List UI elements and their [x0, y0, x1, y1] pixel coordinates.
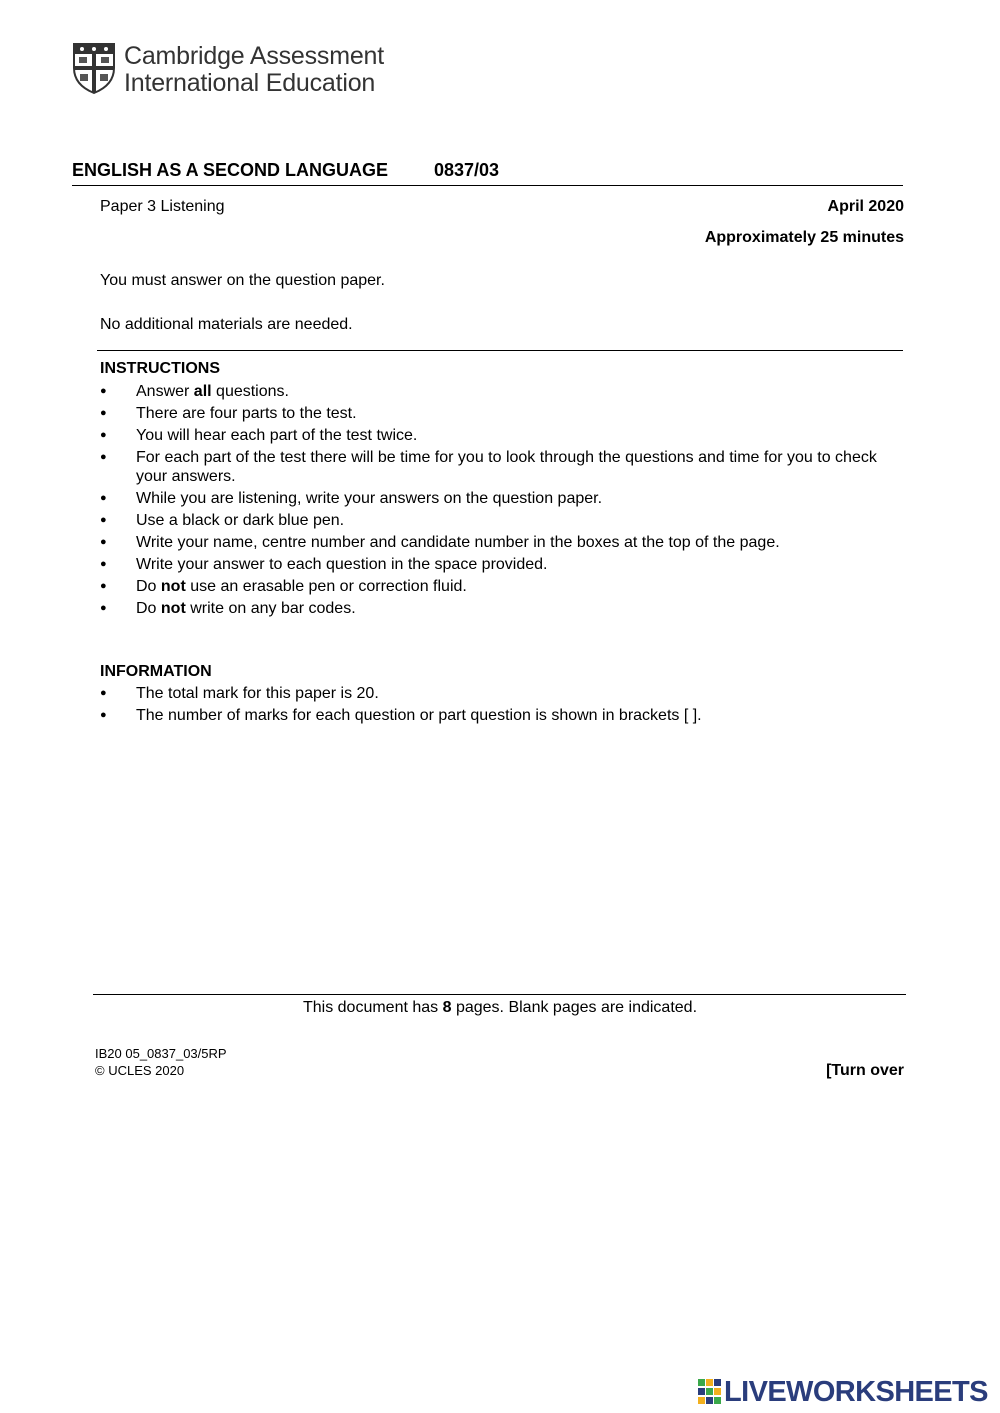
subject-title: ENGLISH AS A SECOND LANGUAGE [72, 160, 389, 180]
bullet-icon: ● [100, 558, 107, 570]
header-divider [72, 185, 903, 186]
list-item: ● The total mark for this paper is 20. [100, 685, 379, 702]
list-item: ● Answer all questions. [100, 383, 289, 400]
bullet-icon: ● [100, 580, 107, 592]
liveworksheets-watermark [698, 1375, 998, 1411]
shield-crest-icon [72, 42, 116, 94]
list-item: ● Do not write on any bar codes. [100, 600, 356, 617]
bullet-icon: ● [100, 451, 107, 463]
watermark-text: LIVEWORKSHEETS [724, 1376, 988, 1408]
exam-duration: Approximately 25 minutes [704, 229, 904, 246]
bullet-icon: ● [100, 514, 107, 526]
bullet-icon: ● [100, 536, 107, 548]
bullet-icon: ● [100, 385, 107, 397]
document-reference: IB20 05_0837_03/5RP [95, 1046, 227, 1061]
bullet-icon: ● [100, 709, 107, 721]
list-item: ● You will hear each part of the test twice. [100, 427, 418, 444]
list-item: ● Use a black or dark blue pen. [100, 512, 345, 529]
list-item: ● Write your name, centre number and candidate number in the boxes at the top of the page. [100, 534, 780, 551]
paper-name: Paper 3 Listening [100, 198, 225, 215]
turn-over-label: [Turn over [826, 1062, 904, 1079]
logo-line-2: International Education [124, 69, 376, 97]
cambridge-logo [72, 42, 392, 98]
bullet-icon: ● [100, 687, 107, 699]
bullet-icon: ● [100, 492, 107, 504]
information-heading: INFORMATION [100, 663, 212, 680]
list-item: ● Do not use an erasable pen or correction fluid. [100, 578, 467, 595]
instructions-list [100, 382, 880, 621]
list-item: ● Write your answer to each question in the space provided. [100, 556, 548, 573]
list-item: ● There are four parts to the test. [100, 405, 357, 422]
answer-note: You must answer on the question paper. [100, 272, 385, 289]
instructions-heading: INSTRUCTIONS [100, 360, 220, 377]
list-item: ● While you are listening, write your answers on the question paper. [100, 490, 603, 507]
bullet-icon: ● [100, 407, 107, 419]
footer-divider [93, 994, 906, 995]
information-list [100, 684, 880, 728]
section-divider [97, 350, 903, 351]
list-item: ● The number of marks for each question or part question is shown in brackets [ ]. [100, 707, 702, 724]
materials-note: No additional materials are needed. [100, 316, 353, 333]
logo-line-1: Cambridge Assessment [124, 42, 385, 70]
bullet-icon: ● [100, 429, 107, 441]
liveworksheets-logo-icon [698, 1379, 722, 1405]
syllabus-code: 0837/03 [434, 160, 500, 180]
list-item: ● For each part of the test there will be time for you to look through the questions and time for you to check your answers. [100, 449, 877, 485]
bullet-icon: ● [100, 602, 107, 614]
page-count-note: This document has 8 pages. Blank pages are indicated. [302, 999, 698, 1016]
copyright-notice: © UCLES 2020 [95, 1063, 185, 1078]
exam-date: April 2020 [827, 198, 904, 215]
